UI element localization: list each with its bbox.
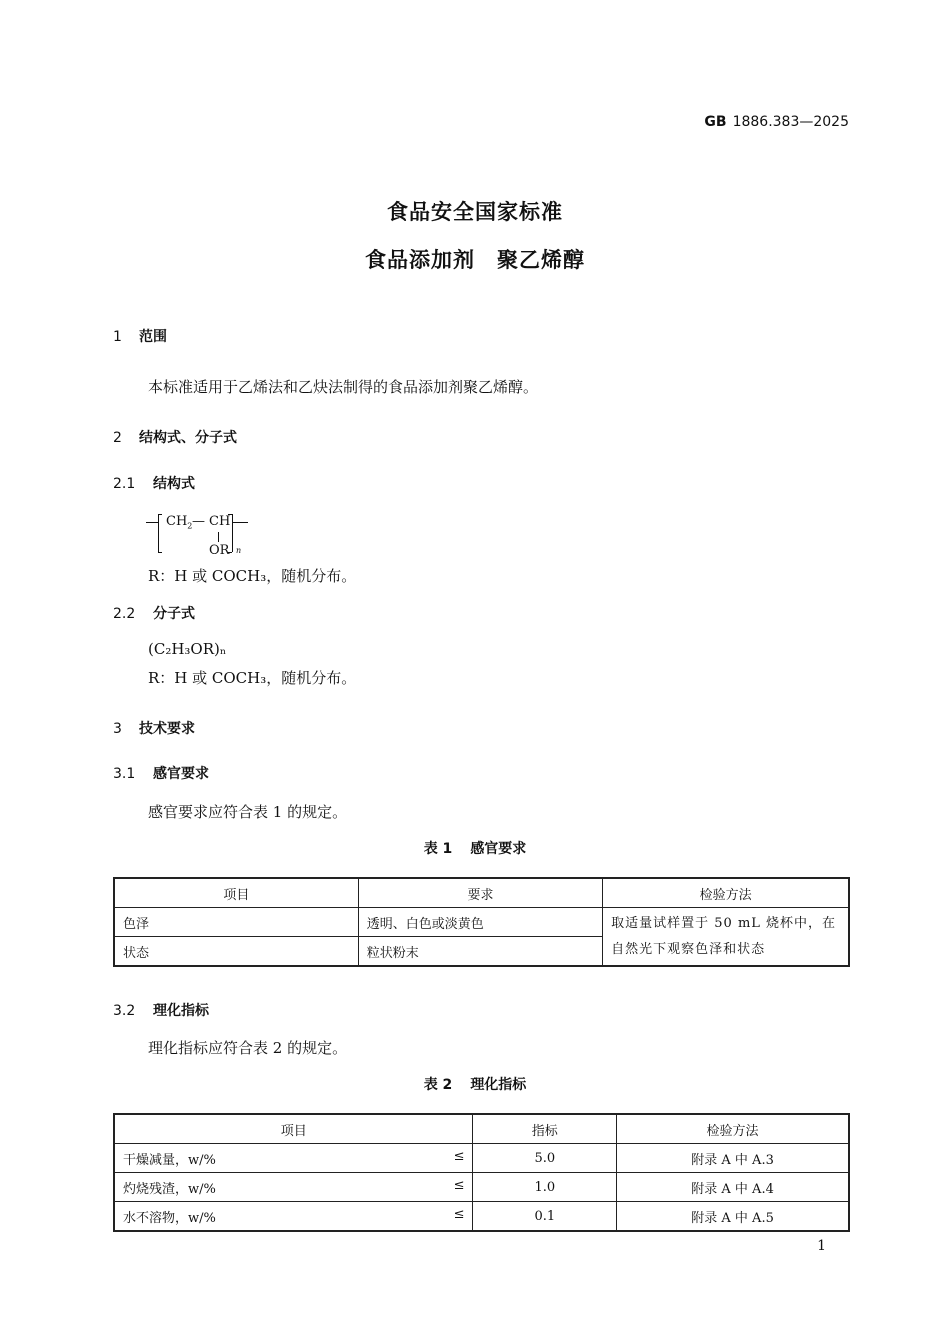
bracket-right-top xyxy=(228,514,232,515)
formula-dash: — xyxy=(192,514,205,529)
table-header-row xyxy=(114,878,849,908)
bracket-left-top xyxy=(158,514,162,515)
row-value: 0.1 xyxy=(473,1202,617,1232)
row-method: 取适量试样置于 50 mL 烧杯中，在自然光下观察色泽和状态 xyxy=(603,908,849,967)
row-value: 5.0 xyxy=(473,1144,617,1173)
standard-code: GB 1886.383—2025 xyxy=(704,114,849,130)
bracket-right-bottom xyxy=(228,552,232,553)
row-item: 干燥减量，w/% ≤ xyxy=(114,1144,473,1173)
header-method: 检验方法 xyxy=(617,1114,849,1144)
sensory-requirements-table xyxy=(113,877,850,967)
row-value: 1.0 xyxy=(473,1173,617,1202)
row-requirement: 粒状粉末 xyxy=(358,937,602,967)
formula-n: n xyxy=(236,546,242,555)
table-row xyxy=(114,1202,849,1232)
section-1-heading: 1 范围 xyxy=(113,329,167,345)
section-1-text: 本标准适用于乙烯法和乙炔法制得的食品添加剂聚乙烯醇。 xyxy=(148,378,539,396)
bracket-right xyxy=(232,514,233,552)
document-title: 食品安全国家标准 xyxy=(387,200,563,224)
bracket-left xyxy=(158,514,159,552)
formula-ch2: $CH_2$ xyxy=(166,514,193,531)
header-indicator: 指标 xyxy=(473,1114,617,1144)
molecular-formula-note: R：H 或 COCH₃，随机分布。 xyxy=(148,669,357,687)
table-2-caption: 表 2 理化指标 xyxy=(423,1077,527,1093)
table-header-row xyxy=(114,1114,849,1144)
bond-vertical xyxy=(218,532,219,542)
section-2-2-heading: 2.2 分子式 xyxy=(113,606,195,622)
molecular-formula: (C₂H₃OR)ₙ xyxy=(148,640,227,658)
section-3-2-text: 理化指标应符合表 2 的规定。 xyxy=(148,1039,348,1057)
header-item: 项目 xyxy=(114,878,358,908)
section-2-1-heading: 2.1 结构式 xyxy=(113,476,195,492)
section-3-1-heading: 3.1 感官要求 xyxy=(113,766,209,782)
row-method: 附录 A 中 A.3 xyxy=(617,1144,849,1173)
page-number: 1 xyxy=(817,1238,826,1254)
row-item: 水不溶物，w/% ≤ xyxy=(114,1202,473,1232)
section-3-1-text: 感官要求应符合表 1 的规定。 xyxy=(148,803,348,821)
row-item: 状态 xyxy=(114,937,358,967)
header-method: 检验方法 xyxy=(603,878,849,908)
section-2-heading: 2 结构式、分子式 xyxy=(113,430,237,446)
header-item: 项目 xyxy=(114,1114,473,1144)
table-1-caption: 表 1 感官要求 xyxy=(423,841,527,857)
document-subtitle: 食品添加剂 聚乙烯醇 xyxy=(365,248,585,272)
table-row xyxy=(114,1173,849,1202)
bond-left xyxy=(146,522,158,523)
row-item: 灼烧残渣，w/% ≤ xyxy=(114,1173,473,1202)
row-method: 附录 A 中 A.4 xyxy=(617,1173,849,1202)
section-3-heading: 3 技术要求 xyxy=(113,721,195,737)
header-requirement: 要求 xyxy=(358,878,602,908)
bond-right xyxy=(232,522,248,523)
table-row xyxy=(114,1144,849,1173)
formula-ch: CH xyxy=(209,514,231,529)
bracket-left-bottom xyxy=(158,552,162,553)
row-requirement: 透明、白色或淡黄色 xyxy=(358,908,602,937)
physicochemical-indicators-table xyxy=(113,1113,850,1232)
row-item: 色泽 xyxy=(114,908,358,937)
structural-formula-note: R：H 或 COCH₃，随机分布。 xyxy=(148,567,357,585)
structural-formula xyxy=(146,510,256,558)
formula-or: OR xyxy=(209,543,230,558)
table-row xyxy=(114,908,849,937)
section-3-2-heading: 3.2 理化指标 xyxy=(113,1003,209,1019)
row-method: 附录 A 中 A.5 xyxy=(617,1202,849,1232)
